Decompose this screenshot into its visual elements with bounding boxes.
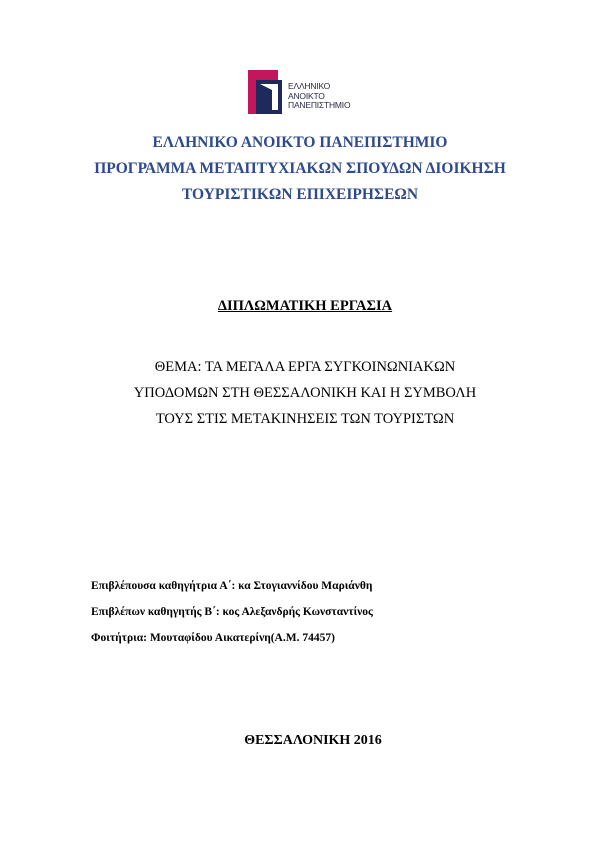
- program-name-line-1: ΠΡΟΓΡΑΜΜΑ ΜΕΤΑΠΤΥΧΙΑΚΩΝ ΣΠΟΥΔΩΝ ΔΙΟΙΚΗΣΗ: [94, 160, 506, 177]
- eap-logo-icon: [248, 70, 286, 114]
- university-logo: [248, 70, 388, 120]
- supervisor-b: Επιβλέπων καθηγητής Β΄: κος Αλεξανδρής Κωνσταντίνος: [91, 606, 373, 618]
- student-name: Φοιτήτρια: Μουταφίδου Αικατερίνη(Α.Μ. 74457): [91, 632, 335, 644]
- topic-line-3: ΤΟΥΣ ΣΤΙΣ ΜΕΤΑΚΙΝΗΣΕΙΣ ΤΩΝ ΤΟΥΡΙΣΤΩΝ: [155, 411, 455, 427]
- place-year: ΘΕΣΣΑΛΟΝΙΚΗ 2016: [244, 733, 382, 748]
- topic-line-2: ΥΠΟΔΟΜΩΝ ΣΤΗ ΘΕΣΣΑΛΟΝΙΚΗ ΚΑΙ Η ΣΥΜΒΟΛΗ: [133, 385, 477, 401]
- supervisor-a: Επιβλέπουσα καθηγήτρια Α΄: κα Στογιαννίδου Μαριάνθη: [91, 580, 373, 592]
- program-name-line-2: ΤΟΥΡΙΣΤΙΚΩΝ ΕΠΙΧΕΙΡΗΣΕΩΝ: [181, 186, 419, 203]
- thesis-type-heading: ΔΙΠΛΩΜΑΤΙΚΗ ΕΡΓΑΣΙΑ: [217, 298, 393, 314]
- credits-block: [91, 573, 373, 651]
- logo-wordmark: [288, 82, 350, 111]
- logo-line-1: ΕΛΛΗΝΙΚΟ: [288, 81, 331, 91]
- thesis-topic: [0, 354, 600, 432]
- topic-line-1: ΘΕΜΑ: ΤΑ ΜΕΓΑΛΑ ΕΡΓΑ ΣΥΓΚΟΙΝΩΝΙΑΚΩΝ: [154, 359, 456, 375]
- logo-line-3: ΠΑΝΕΠΙΣΤΗΜΙΟ: [288, 100, 351, 110]
- logo-line-2: ΑΝΟΙΚΤΟ: [288, 90, 325, 101]
- university-name: ΕΛΛΗΝΙΚΟ ΑΝΟΙΚΤΟ ΠΑΝΕΠΙΣΤΗΜΙΟ: [152, 134, 448, 151]
- university-header: [0, 130, 600, 208]
